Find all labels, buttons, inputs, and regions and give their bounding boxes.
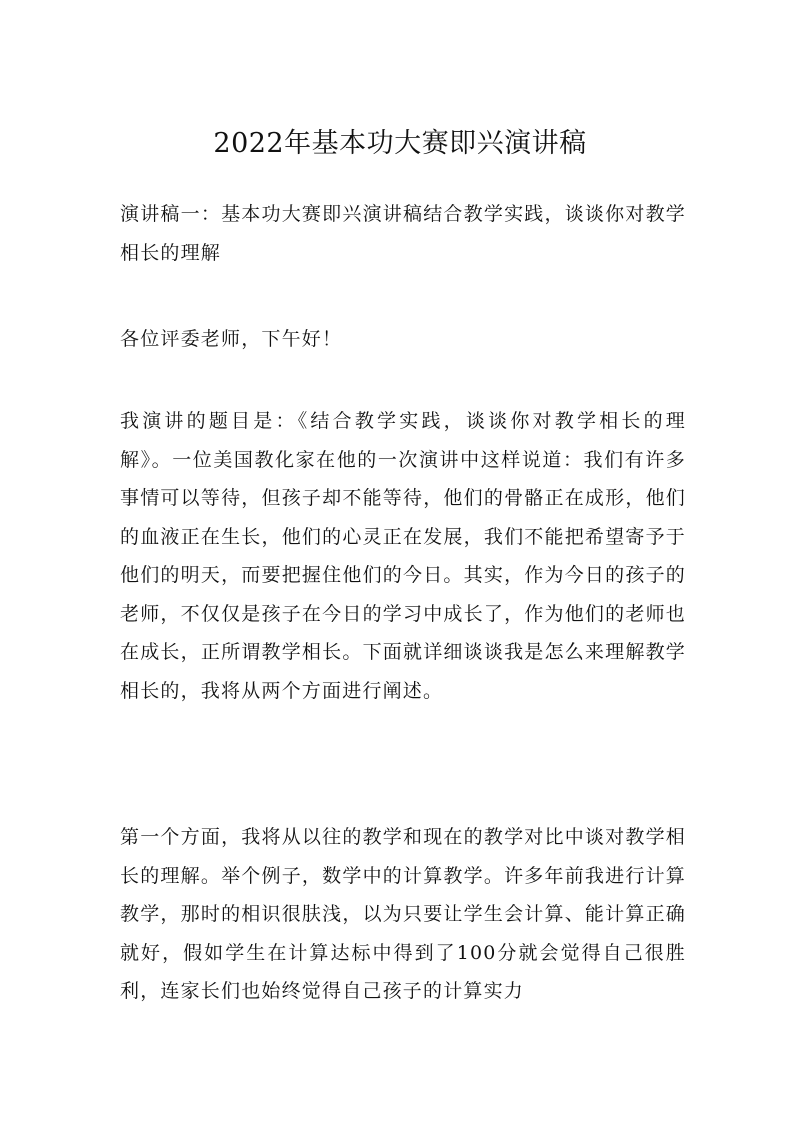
paragraph-subtitle: 演讲稿一：基本功大赛即兴演讲稿结合教学实践，谈谈你对教学相长的理解 bbox=[120, 203, 686, 264]
paragraph-greeting: 各位评委老师，下午好！ bbox=[120, 328, 343, 350]
document-title: 2022年基本功大赛即兴演讲稿 bbox=[213, 128, 587, 159]
paragraph-introduction: 我演讲的题目是：《结合教学实践，谈谈你对教学相长的理解》。一位美国教化家在他的一次演讲中这样说道：我们有许多事情可以等待，但孩子却不能等待，他们的骨骼正在成形，他们的血液正在生长，他们的心灵正在发展，我们不能把希望寄予于他们的明天，而要把握住他们的今日。其实，作为今日的孩子的老师，不仅仅是孩子在今日的学习中成长了，作为他们的老师也在成长，正所谓教学相长。下面就详细谈谈我是怎么来理解教学相长的，我将从两个方面进行阐述。 bbox=[120, 410, 686, 702]
paragraph-first-aspect: 第一个方面，我将从以往的教学和现在的教学对比中谈对教学相长的理解。举个例子，数学中的计算教学。许多年前我进行计算教学，那时的相识很肤浅，以为只要让学生会计算、能计算正确就好，假如学生在计算达标中得到了100分就会觉得自己很胜利，连家长们也始终觉得自己孩子的计算实力 bbox=[120, 826, 686, 1002]
